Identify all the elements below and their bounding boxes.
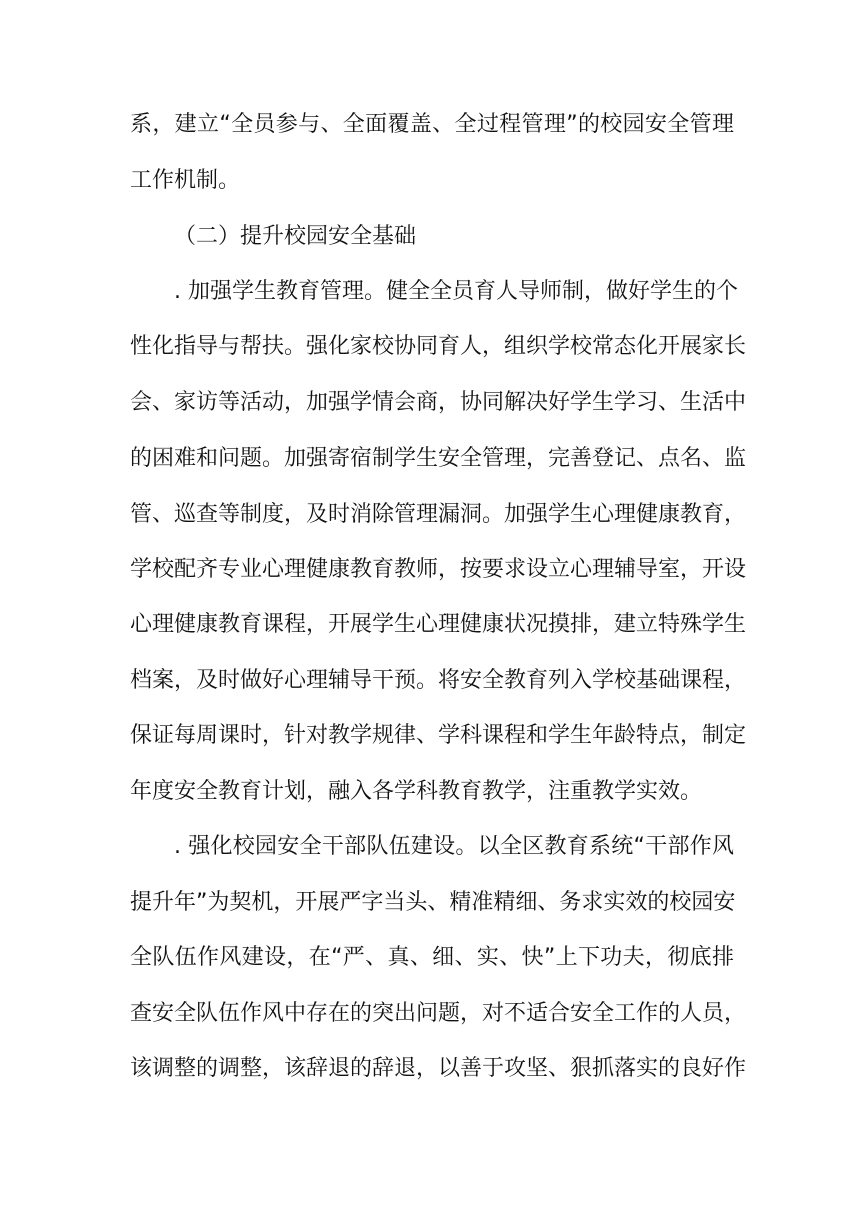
paragraph-line: 全队伍作风建设，在“严、真、细、实、快”上下功夫，彻底排 (130, 945, 734, 970)
paragraph-line: 该调整的调整，该辞退的辞退，以善于攻坚、狠抓落实的良好作 (130, 1056, 747, 1081)
paragraph-line: . 强化校园安全干部队伍建设。以全区教育系统“干部作风 (174, 834, 734, 859)
paragraph-line: 心理健康教育课程，开展学生心理健康状况摸排，建立特殊学生 (130, 612, 747, 637)
paragraph-line: 年度安全教育计划，融入各学科教育教学，注重教学实效。 (130, 779, 703, 804)
paragraph-line: 档案，及时做好心理辅导干预。将安全教育列入学校基础课程， (130, 668, 747, 693)
paragraph-line: 系，建立“全员参与、全面覆盖、全过程管理”的校园安全管理 (130, 112, 734, 137)
paragraph-line: 的困难和问题。加强寄宿制学生安全管理，完善登记、点名、监 (130, 446, 747, 471)
paragraph-line: . 加强学生教育管理。健全全员育人导师制，做好学生的个 (174, 279, 738, 304)
paragraph-line: 学校配齐专业心理健康教育教师，按要求设立心理辅导室，开设 (130, 557, 747, 582)
paragraph-line: 保证每周课时，针对教学规律、学科课程和学生年龄特点，制定 (130, 723, 747, 748)
section-heading: （二）提升校园安全基础 (174, 224, 417, 249)
paragraph-line: 管、巡查等制度，及时消除管理漏洞。加强学生心理健康教育， (130, 502, 747, 527)
paragraph-line: 提升年”为契机，开展严字当头、精准精细、务求实效的校园安 (130, 890, 736, 915)
paragraph-line: 查安全队伍作风中存在的突出问题，对不适合安全工作的人员， (130, 1001, 747, 1026)
paragraph-line: 会、家访等活动，加强学情会商，协同解决好学生学习、生活中 (130, 390, 747, 415)
paragraph-line: 工作机制。 (130, 168, 241, 193)
paragraph-line: 性化指导与帮扶。强化家校协同育人，组织学校常态化开展家长 (130, 334, 747, 359)
